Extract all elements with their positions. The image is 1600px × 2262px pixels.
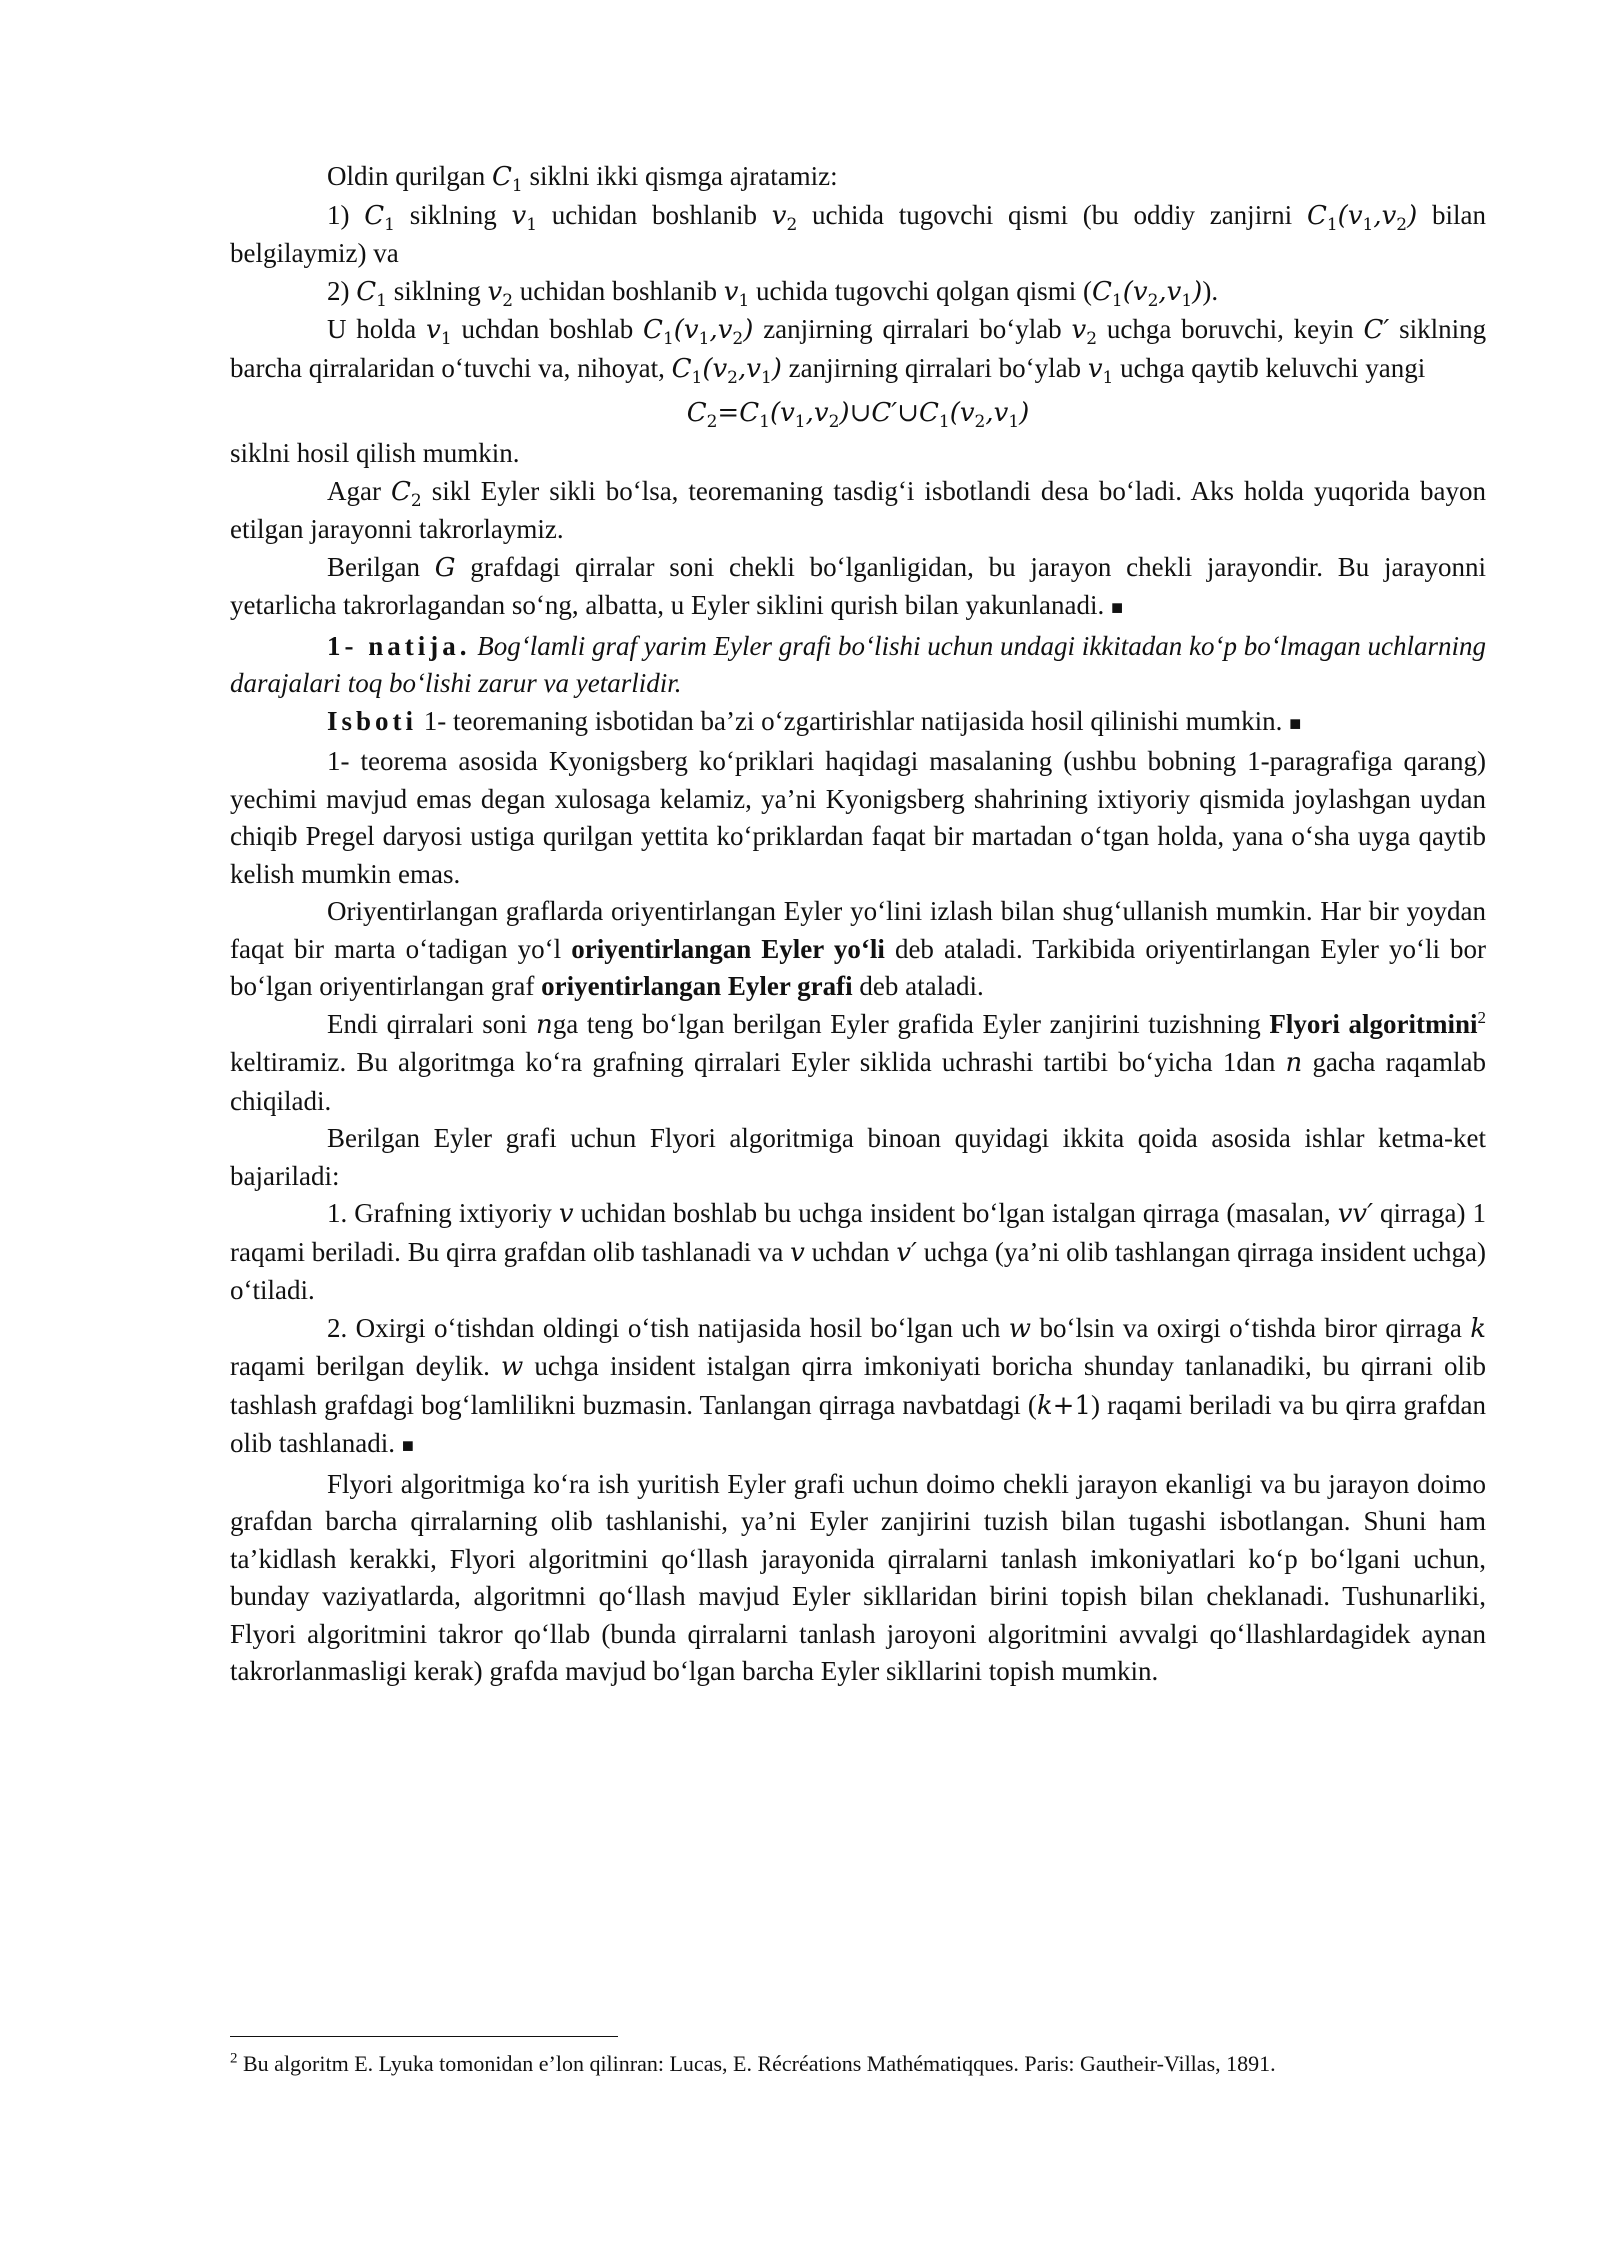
paragraph: Oriyentirlangan graflarda oriyentirlangan Eyler yo‘lini izlash bilan shug‘ullanish mumkin. Har bir yoydan faqat bir marta o‘tadigan yo‘l oriyentirlangan Eyler yo‘li deb ataladi. Tarkibida oriyentirlangan Eyler yo‘li bor bo‘lgan oriyentirlangan graf oriyentirlangan Eyler grafi deb ataladi. <box>230 896 1487 1001</box>
paragraph: Berilgan Eyler grafi uchun Flyori algoritmiga binoan quyidagi ikkita qoida asosida ishlar ketma-ket bajariladi: <box>230 1123 1486 1191</box>
paragraph: U holda $v_1$ uchdan boshlab $C_1(v_1,v_2)$ zanjirning qirralari bo‘ylab $v_2$ uchga boruvchi, keyin C′ siklning barcha qirralaridan o‘tuvchi va, nihoyat, $C_1(v_2,v_1)$ zanjirning qirralari bo‘ylab $v_1$ uchga qaytib keluvchi yangi <box>230 314 1487 388</box>
end-of-proof-mark: ■ <box>401 1435 414 1457</box>
document-body <box>230 158 1486 1691</box>
footnote-marker: 2 <box>230 2050 238 2067</box>
proof: Isboti 1- teoremaning isbotidan ba’zi o‘zgartirishlar natijasida hosil qilinishi mumkin. ■ <box>327 705 1302 736</box>
paragraph: 2) $C_1$ siklning $v_2$ uchidan boshlanib $v_1$ uchida tugovchi qolgan qismi $(C_1(v_2,v_1))$. <box>327 275 1219 311</box>
paragraph: Agar $C_2$ sikl Eyler sikli bo‘lsa, teoremaning tasdig‘i isbotlandi desa bo‘ladi. Aks holda yuqorida bayon etilgan jarayonni takrorlaymiz. <box>230 475 1486 544</box>
rule-1: 1. Grafning ixtiyoriy v uchidan boshlab bu uchga insident bo‘lgan istalgan qirraga (masalan, vv′ qirraga) 1 raqami beriladi. Bu qirra grafdan olib tashlanadi va v uchdan v′ uchga (ya’ni olib tashlangan qirraga insident uchga) o‘tiladi. <box>230 1198 1487 1305</box>
end-of-proof-mark: ■ <box>1289 712 1302 735</box>
footnote-separator <box>230 2036 618 2037</box>
paragraph: Flyori algoritmiga ko‘ra ish yuritish Eyler grafi uchun doimo chekli jarayon ekanligi va bu jarayon doimo grafdan barcha qirralarning olib tashlanishi, ya’ni Eyler zanjirini tuzish bilan tugashi isbotlangan. Shuni ham ta’kidlash kerakki, Flyori algoritmini qo‘llash jarayonida qirralarni tanlash imkoniyatlari ko‘p bo‘lgani uchun, bunday vaziyatlarda, algoritmni qo‘llash mavjud Eyler sikllaridan birini topish bilan cheklanadi. Tushunarliki, Flyori algoritmini takror qo‘llab (bunda qirralarni tanlash jaroyoni algoritmini avvalgi qo‘llashlardagidek aynan takrorlanmasligi kerak) grafda mavjud bo‘lgan barcha Eyler sikllarini topish mumkin. <box>230 1468 1486 1686</box>
paragraph: Oldin qurilgan $C_1$ siklni ikki qismga ajratamiz: <box>327 161 838 197</box>
end-of-proof-mark: ■ <box>1110 597 1124 619</box>
corollary: 1- natija. Bog‘lamli graf yarim Eyler grafi bo‘lishi uchun undagi ikkitadan ko‘p bo‘lmagan uchlarning darajalari toq bo‘lishi zarur va yetarlidir. <box>230 630 1486 698</box>
paragraph: siklni hosil qilish mumkin. <box>230 438 520 468</box>
footnote: $^2$ Bu algoritm E. Lyuka tomonidan e’lon qilinran: Lucas, E. Récréations Mathématiqques. Paris: Gautheir-Villas, 1891. <box>230 2050 1276 2076</box>
formula-c2: $C_2=C_1(v_1,v_2)\cup C'\cup C_1(v_2,v_1)$ <box>686 398 1030 433</box>
paragraph: 1) $C_1$ siklning $v_1$ uchidan boshlanib $v_2$ uchida tugovchi qismi (bu oddiy zanjirni $C_1(v_1,v_2)$ bilan belgilaymiz) va <box>230 199 1487 268</box>
paragraph: Endi qirralari soni nga teng bo‘lgan berilgan Eyler grafida Eyler zanjirini tuzishning Flyori algoritmini$^2$ keltiramiz. Bu algoritmga ko‘ra grafning qirralari Eyler siklida uchrashi tartibi bo‘yicha 1dan n gacha raqamlab chiqiladi. <box>230 1007 1487 1116</box>
rule-2: 2. Oxirgi o‘tishdan oldingi o‘tish natijasida hosil bo‘lgan uch w bo‘lsin va oxirgi o‘tishda biror qirraga k raqami berilgan deylik. w uchga insident istalgan qirra imkoniyati boricha shunday tanlanadiki, bu qirrani olib tashlash grafdagi bog‘lamlilikni buzmasin. Tanlangan qirraga navbatdagi (k+1) raqami beriladi va bu qirra grafdan olib tashlanadi. ■ <box>230 1312 1487 1458</box>
footnote-ref[interactable]: 2 <box>1477 1007 1487 1027</box>
math-c1: $C_1$ <box>491 162 523 197</box>
paragraph: 1- teorema asosida Kyonigsberg ko‘priklari haqidagi masalaning (ushbu bobning 1-paragrafiga qarang) yechimi mavjud emas degan xulosaga kelamiz, ya’ni Kyonigsberg shahrining ixtiyoriy qismida joylashgan uydan chiqib Pregel daryosi ustiga qurilgan yettita ko‘priklardan faqat bir martadan o‘tgan holda, yana o‘sha uyga qaytib kelish mumkin emas. <box>230 746 1486 889</box>
paragraph: Berilgan G grafdagi qirralar soni chekli bo‘lganligidan, bu jarayon chekli jarayondir. Bu jarayonni yetarlicha takrorlagandan so‘ng, albatta, u Eyler siklini qurish bilan yakunlanadi. ■ <box>230 551 1487 620</box>
